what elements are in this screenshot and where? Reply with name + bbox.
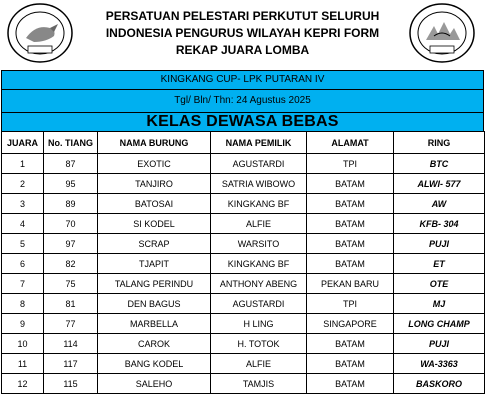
tiang-cell: 89: [44, 194, 98, 214]
ring-cell: PUJI: [394, 234, 485, 254]
owner-cell: AGUSTARDI: [211, 154, 307, 174]
table-row: [2, 214, 485, 234]
header-nama-burung: NAMA BURUNG: [98, 132, 211, 154]
table-row: [2, 294, 485, 314]
ring-cell: WA-3363: [394, 354, 485, 374]
tiang-cell: 87: [44, 154, 98, 174]
ring-cell: ET: [394, 254, 485, 274]
table-row: [2, 354, 485, 374]
juara-cell: 12: [2, 374, 44, 394]
owner-cell: KINGKANG BF: [211, 194, 307, 214]
juara-cell: 8: [2, 294, 44, 314]
ring-cell: BTC: [394, 154, 485, 174]
header-alamat: ALAMAT: [307, 132, 394, 154]
owner-cell: WARSITO: [211, 234, 307, 254]
address-cell: BATAM: [307, 214, 394, 234]
address-cell: BATAM: [307, 354, 394, 374]
tiang-cell: 82: [44, 254, 98, 274]
ring-cell: KFB- 304: [394, 214, 485, 234]
table-row: [2, 274, 485, 294]
header-nama-pemilik: NAMA PEMILIK: [211, 132, 307, 154]
juara-cell: 4: [2, 214, 44, 234]
address-cell: BATAM: [307, 194, 394, 214]
tiang-cell: 117: [44, 354, 98, 374]
header-no-tiang: No. TIANG: [44, 132, 98, 154]
table-row: [2, 334, 485, 354]
owner-cell: TAMJIS: [211, 374, 307, 394]
document-header: [0, 0, 485, 70]
owner-cell: ANTHONY ABENG: [211, 274, 307, 294]
owner-cell: AGUSTARDI: [211, 294, 307, 314]
bird-name-cell: TJAPIT: [98, 254, 211, 274]
ring-cell: BASKORO: [394, 374, 485, 394]
header-ring: RING: [394, 132, 485, 154]
tiang-cell: 77: [44, 314, 98, 334]
juara-cell: 7: [2, 274, 44, 294]
bird-name-cell: SI KODEL: [98, 214, 211, 234]
juara-cell: 5: [2, 234, 44, 254]
address-cell: BATAM: [307, 174, 394, 194]
tiang-cell: 114: [44, 334, 98, 354]
table-row: [2, 154, 485, 174]
ring-cell: PUJI: [394, 334, 485, 354]
address-cell: PEKAN BARU: [307, 274, 394, 294]
header-title-line-2: INDONESIA PENGURUS WILAYAH KEPRI FORM: [105, 26, 380, 40]
bird-name-cell: MARBELLA: [98, 314, 211, 334]
tiang-cell: 115: [44, 374, 98, 394]
table-row: [2, 254, 485, 274]
bird-name-cell: BANG KODEL: [98, 354, 211, 374]
address-cell: SINGAPORE: [307, 314, 394, 334]
juara-cell: 9: [2, 314, 44, 334]
table-row: [2, 174, 485, 194]
bird-name-cell: TANJIRO: [98, 174, 211, 194]
table-row: [2, 234, 485, 254]
owner-cell: H LING: [211, 314, 307, 334]
bird-name-cell: SCRAP: [98, 234, 211, 254]
tiang-cell: 75: [44, 274, 98, 294]
table-header-row: [2, 132, 485, 154]
tiang-cell: 70: [44, 214, 98, 234]
owner-cell: KINGKANG BF: [211, 254, 307, 274]
results-table: [1, 131, 485, 394]
bird-name-cell: CAROK: [98, 334, 211, 354]
address-cell: BATAM: [307, 334, 394, 354]
table-row: [2, 374, 485, 394]
owner-cell: ALFIE: [211, 214, 307, 234]
address-cell: BATAM: [307, 254, 394, 274]
juara-cell: 11: [2, 354, 44, 374]
bird-name-cell: BATOSAI: [98, 194, 211, 214]
juara-cell: 3: [2, 194, 44, 214]
bird-name-cell: TALANG PERINDU: [98, 274, 211, 294]
bird-name-cell: DEN BAGUS: [98, 294, 211, 314]
address-cell: TPI: [307, 294, 394, 314]
class-title: KELAS DEWASA BEBAS: [1, 112, 484, 132]
event-name: KINGKANG CUP- LPK PUTARAN IV: [1, 70, 484, 90]
table-row: [2, 314, 485, 334]
event-date: Tgl/ Bln/ Thn: 24 Agustus 2025: [1, 89, 484, 113]
tiang-cell: 97: [44, 234, 98, 254]
table-row: [2, 194, 485, 214]
juara-cell: 2: [2, 174, 44, 194]
owner-cell: ALFIE: [211, 354, 307, 374]
bird-name-cell: EXOTIC: [98, 154, 211, 174]
ring-cell: LONG CHAMP: [394, 314, 485, 334]
recap-sheet: [1, 70, 484, 406]
club-logo-left: [6, 2, 74, 64]
club-logo-right: [408, 2, 476, 64]
header-title-line-1: PERSATUAN PELESTARI PERKUTUT SELURUH: [105, 9, 380, 23]
address-cell: TPI: [307, 154, 394, 174]
juara-cell: 10: [2, 334, 44, 354]
juara-cell: 6: [2, 254, 44, 274]
address-cell: BATAM: [307, 374, 394, 394]
ring-cell: ALWI- 577: [394, 174, 485, 194]
bird-name-cell: SALEHO: [98, 374, 211, 394]
tiang-cell: 95: [44, 174, 98, 194]
ring-cell: OTE: [394, 274, 485, 294]
address-cell: BATAM: [307, 234, 394, 254]
ring-cell: AW: [394, 194, 485, 214]
owner-cell: H. TOTOK: [211, 334, 307, 354]
tiang-cell: 81: [44, 294, 98, 314]
juara-cell: 1: [2, 154, 44, 174]
owner-cell: SATRIA WIBOWO: [211, 174, 307, 194]
ring-cell: MJ: [394, 294, 485, 314]
header-title-line-3: REKAP JUARA LOMBA: [175, 43, 310, 57]
header-juara: JUARA: [2, 132, 44, 154]
